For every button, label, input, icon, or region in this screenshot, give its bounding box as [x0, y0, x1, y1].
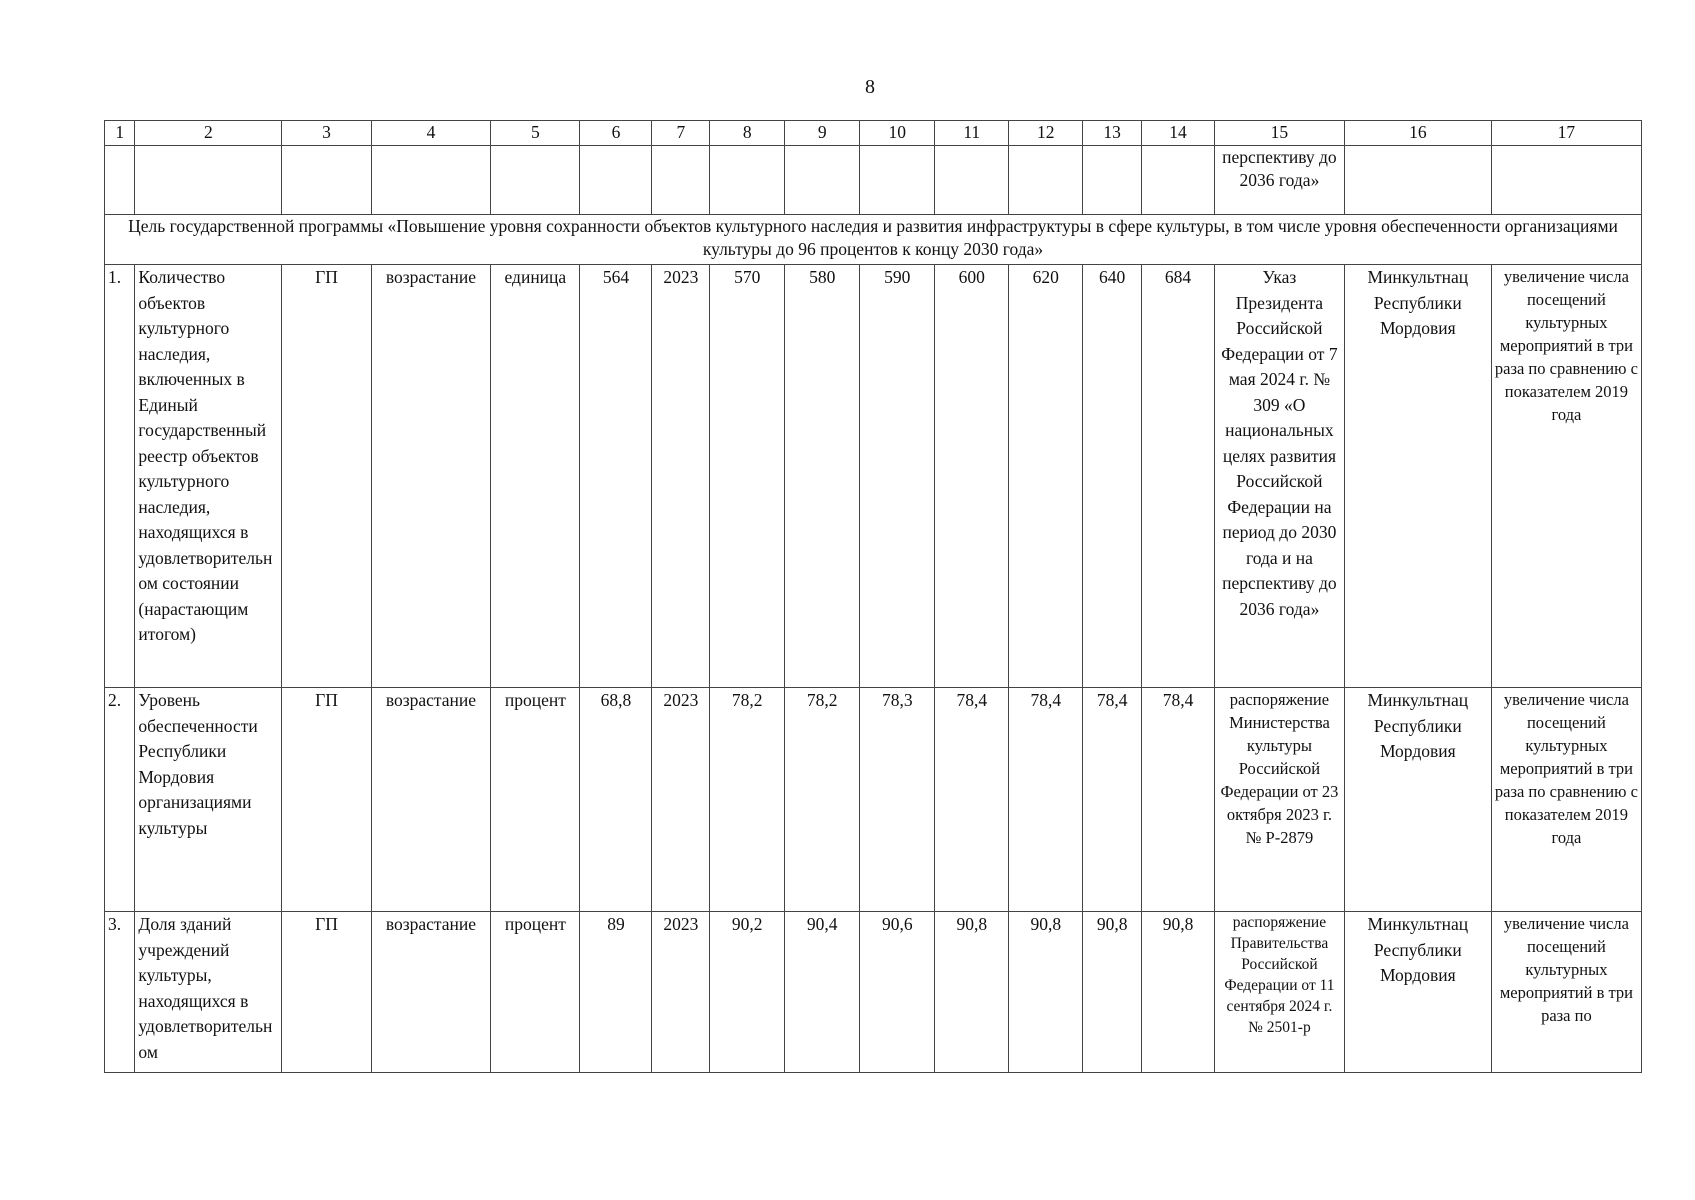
value-cell: 580 [785, 265, 860, 688]
value-cell: 78,4 [1009, 688, 1083, 912]
empty-cell [105, 146, 135, 215]
empty-cell [135, 146, 282, 215]
responsible-cell: Минкультнац Республики Мордовия [1344, 265, 1491, 688]
empty-cell [371, 146, 491, 215]
row-number: 2. [105, 688, 135, 912]
empty-cell [1142, 146, 1215, 215]
indicator-level: ГП [282, 265, 371, 688]
base-value: 89 [580, 912, 652, 1073]
header-cell: 9 [785, 121, 860, 146]
value-cell: 620 [1009, 265, 1083, 688]
indicator-unit: процент [491, 688, 580, 912]
indicator-name: Доля зданий учреждений культуры, находящихся в удовлетворительном [135, 912, 282, 1073]
indicator-trend: возрастание [371, 912, 491, 1073]
header-cell: 15 [1215, 121, 1345, 146]
header-cell: 13 [1083, 121, 1142, 146]
indicator-unit: процент [491, 912, 580, 1073]
value-cell: 78,4 [935, 688, 1009, 912]
indicator-level: ГП [282, 688, 371, 912]
indicators-table [104, 120, 1642, 1073]
value-cell: 90,4 [785, 912, 860, 1073]
responsible-cell: Минкультнац Республики Мордовия [1344, 912, 1491, 1073]
continuation-row [105, 146, 1642, 215]
row-number: 1. [105, 265, 135, 688]
indicator-unit: единица [491, 265, 580, 688]
value-cell: 590 [860, 265, 935, 688]
header-cell: 2 [135, 121, 282, 146]
row-number: 3. [105, 912, 135, 1073]
header-cell: 6 [580, 121, 652, 146]
empty-cell [282, 146, 371, 215]
value-cell: 684 [1142, 265, 1215, 688]
value-cell: 90,8 [935, 912, 1009, 1073]
header-cell: 7 [652, 121, 710, 146]
indicator-name: Уровень обеспеченности Республики Мордовия организациями культуры [135, 688, 282, 912]
empty-cell [785, 146, 860, 215]
value-cell: 600 [935, 265, 1009, 688]
empty-cell [491, 146, 580, 215]
header-cell: 16 [1344, 121, 1491, 146]
value-cell: 78,2 [785, 688, 860, 912]
header-cell: 3 [282, 121, 371, 146]
link-cell: увеличение числа посещений культурных мероприятий в три раза по сравнению с показателем 2019 года [1491, 688, 1641, 912]
document-cell: Указ Президента Российской Федерации от 7 мая 2024 г. № 309 «О национальных целях развития Российской Федерации на период до 2030 года и на перспективу до 2036 года» [1215, 265, 1345, 688]
indicator-trend: возрастание [371, 265, 491, 688]
header-cell: 10 [860, 121, 935, 146]
header-cell: 11 [935, 121, 1009, 146]
empty-cell [710, 146, 785, 215]
header-row [105, 121, 1642, 146]
goal-text: Цель государственной программы «Повышение уровня сохранности объектов культурного наследия и развития инфраструктуры в сфере культуры, в том числе уровня обеспеченности организациями культуры до 96 процентов к концу 2030 года» [105, 215, 1642, 265]
table-row [105, 265, 1642, 688]
empty-cell [860, 146, 935, 215]
value-cell: 90,8 [1009, 912, 1083, 1073]
base-year: 2023 [652, 912, 710, 1073]
empty-cell [1491, 146, 1641, 215]
value-cell: 78,2 [710, 688, 785, 912]
empty-cell [1009, 146, 1083, 215]
goal-row [105, 215, 1642, 265]
empty-cell [580, 146, 652, 215]
header-cell: 12 [1009, 121, 1083, 146]
header-cell: 8 [710, 121, 785, 146]
base-value: 564 [580, 265, 652, 688]
empty-cell [1344, 146, 1491, 215]
header-cell: 4 [371, 121, 491, 146]
value-cell: 78,3 [860, 688, 935, 912]
value-cell: 90,8 [1142, 912, 1215, 1073]
page-number: 8 [865, 76, 875, 98]
responsible-cell: Минкультнац Республики Мордовия [1344, 688, 1491, 912]
continuation-text: перспективу до 2036 года» [1215, 146, 1345, 215]
header-cell: 5 [491, 121, 580, 146]
table-row [105, 912, 1642, 1073]
value-cell: 90,2 [710, 912, 785, 1073]
link-cell: увеличение числа посещений культурных мероприятий в три раза по сравнению с показателем 2019 года [1491, 265, 1641, 688]
header-cell: 17 [1491, 121, 1641, 146]
header-cell: 1 [105, 121, 135, 146]
table-row [105, 688, 1642, 912]
value-cell: 90,8 [1083, 912, 1142, 1073]
document-cell: распоряжение Министерства культуры Российской Федерации от 23 октября 2023 г. № Р-2879 [1215, 688, 1345, 912]
indicator-name: Количество объектов культурного наследия, включенных в Единый государственный реестр объектов культурного наследия, находящихся в удовлетворительном состоянии (нарастающим итогом) [135, 265, 282, 688]
base-year: 2023 [652, 265, 710, 688]
link-cell: увеличение числа посещений культурных мероприятий в три раза по [1491, 912, 1641, 1073]
empty-cell [652, 146, 710, 215]
value-cell: 90,6 [860, 912, 935, 1073]
value-cell: 570 [710, 265, 785, 688]
document-cell: распоряжение Правительства Российской Федерации от 11 сентября 2024 г. № 2501-р [1215, 912, 1345, 1073]
indicator-level: ГП [282, 912, 371, 1073]
base-year: 2023 [652, 688, 710, 912]
value-cell: 78,4 [1142, 688, 1215, 912]
base-value: 68,8 [580, 688, 652, 912]
header-cell: 14 [1142, 121, 1215, 146]
empty-cell [1083, 146, 1142, 215]
value-cell: 640 [1083, 265, 1142, 688]
empty-cell [935, 146, 1009, 215]
indicator-trend: возрастание [371, 688, 491, 912]
value-cell: 78,4 [1083, 688, 1142, 912]
